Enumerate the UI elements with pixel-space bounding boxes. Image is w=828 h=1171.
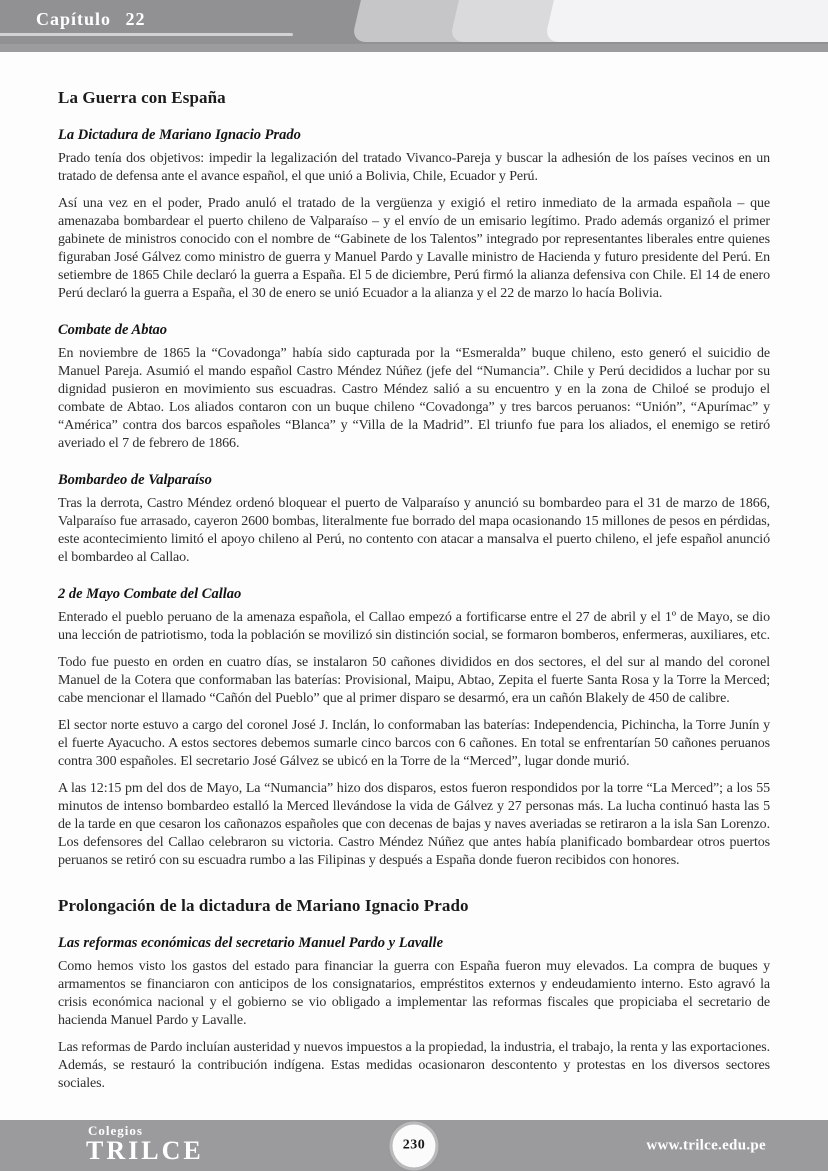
sub-heading: Combate de Abtao [58, 322, 168, 338]
sub-heading: La Dictadura de Mariano Ignacio Prado [58, 127, 301, 143]
paragraph: Como hemos visto los gastos del estado para financiar la guerra con España fueron muy elevados. La compra de buques y armamentos se financiaron con anticipos de los consignatarios, empréstitos externos y endeudamiento interno. Esto agravó la crisis económica nacional y el gobierno se vio obligado a implementar las reformas fiscales que propiciaba el secretario de hacienda Manuel Pardo y Lavalle. [58, 959, 770, 1028]
website-url: www.trilce.edu.pe [646, 1137, 766, 1153]
paragraph: En noviembre de 1865 la “Covadonga” había sido capturada por la “Esmeralda” buque chileno, esto generó el suicidio de Manuel Pareja. Asumió el mando español Castro Méndez Núñez (jefe del “Numancia”. Chile y Perú decididos a luchar por su dignidad pusieron en movimiento sus escuadras. Castro Méndez salió a su encuentro y en la zona de Chiloé se produjo el combate de Abtao. Los aliados contaron con un buque chileno “Covadonga” y tres barcos peruanos: “Unión”, “Apurímac” y “América” contra dos barcos españoles “Blanca” y “Villa de la Madrid”. El triunfo fue para los aliados, el enemigo se retiró averiado el 7 de febrero de 1866. [58, 346, 770, 451]
header-divider-band [0, 44, 828, 52]
page-number: 230 [402, 1137, 426, 1153]
sub-heading: Bombardeo de Valparaíso [58, 472, 212, 488]
header-swoosh-decoration [544, 0, 828, 42]
paragraph: Todo fue puesto en orden en cuatro días, se instalaron 50 cañones divididos en dos sectores, el del sur al mando del coronel Manuel de la Cotera que conformaban las baterías: Provisional, Maipu, Abtao, Zepita el fuerte Santa Rosa y la Torre la Merced; cabe mencionar el llamado “Cañón del Pueblo” que al primer disparo se desarmó, era un cañón Blakely de 450 de calibre. [58, 655, 770, 706]
sub-heading: 2 de Mayo Combate del Callao [58, 586, 242, 602]
brand-trilce-label: TRILCE [86, 1136, 204, 1165]
paragraph: A las 12:15 pm del dos de Mayo, La “Numancia” hizo dos disparos, estos fueron respondidos por la torre “La Merced”; a los 55 minutos de intenso bombardeo estalló la Merced llevándose la vida de Gálvez y 27 personas más. La lucha continuó hasta las 5 de la tarde en que cesaron los cañonazos españoles que con decenas de bajas y naves averiadas se retiraron a la isla San Lorenzo. Los defensores del Callao celebraron su victoria. Castro Méndez Núñez que antes había planificado bombardear otros puertos peruanos se retiró con su escuadra rumbo a las Filipinas y después a España donde fueron recibidos con honores. [58, 781, 770, 868]
paragraph: Prado tenía dos objetivos: impedir la legalización del tratado Vivanco-Pareja y buscar la adhesión de los países vecinos en un tratado de defensa ante el avance español, el que unió a Bolivia, Chile, Ecuador y Perú. [58, 151, 770, 184]
paragraph: Así una vez en el poder, Prado anuló el tratado de la vergüenza y exigió el retiro inmediato de la armada española – que amenazaba bombardear el puerto chileno de Valparaíso – y el envío de un emisario legítimo. Prado además organizó el primer gabinete de ministros conocido con el nombre de “Gabinete de los Talentos” integrado por representantes liberales entre quienes figuraban José Gálvez como ministro de guerra y Manuel Pardo y Lavalle ministro de Hacienda y futuro presidente del Perú. En setiembre de 1865 Chile declaró la guerra a España. El 5 de diciembre, Perú firmó la alianza defensiva con Chile. El 14 de enero Perú declaró la guerra a España, el 30 de enero se unió Ecuador a la alianza y el 22 de marzo lo hacía Bolivia. [58, 196, 770, 301]
page-number-badge [393, 1124, 436, 1167]
header-bar [0, 0, 828, 44]
sub-heading: Las reformas económicas del secretario Manuel Pardo y Lavalle [58, 935, 444, 951]
page-header [0, 0, 828, 52]
paragraph: Enterado el pueblo peruano de la amenaza española, el Callao empezó a fortificarse entre el 27 de abril y el 1º de Mayo, se dio una lección de patriotismo, toda la población se movilizó sin distinción social, se formaron bomberos, enfermeras, auxiliares, etc. [58, 610, 770, 643]
chapter-underline [0, 33, 293, 36]
paragraph: Las reformas de Pardo incluían austeridad y nuevos impuestos a la propiedad, la industria, el trabajo, la renta y las exportaciones. Además, se restauró la contribución indígena. Estas medidas ocasionaron descontento y protestas en los diversos sectores sociales. [58, 1040, 770, 1091]
brand-colegios-label: Colegios [88, 1123, 143, 1138]
document-content [0, 52, 828, 1102]
section-heading: La Guerra con España [58, 88, 226, 107]
paragraph: El sector norte estuvo a cargo del coronel José J. Inclán, lo conformaban las baterías: Independencia, Pichincha, la Torre Junín y el fuerte Ayacucho. A estos sectores debemos sumarle cinco barcos con 6 cañones. En total se enfrentarían 50 cañones peruanos contra 300 españoles. El secretario José Gálvez se ubicó en la Torre de la “Merced”, lugar donde murió. [58, 718, 770, 769]
trilce-logo [86, 1124, 204, 1164]
chapter-label: Capítulo 22 [36, 9, 146, 29]
page-footer [0, 1120, 828, 1171]
paragraph: Tras la derrota, Castro Méndez ordenó bloquear el puerto de Valparaíso y anunció su bombardeo para el 31 de marzo de 1866, Valparaíso fue arrasado, cayeron 2600 bombas, literalmente fue borrado del mapa ocasionando 15 millones de pesos en pérdidas, este acontecimiento limitó el apoyo chileno al Perú, no contento con atacar a mansalva el puerto chileno, el jefe español anunció el bombardeo al Callao. [58, 496, 770, 565]
section-heading: Prolongación de la dictadura de Mariano Ignacio Prado [58, 896, 469, 915]
